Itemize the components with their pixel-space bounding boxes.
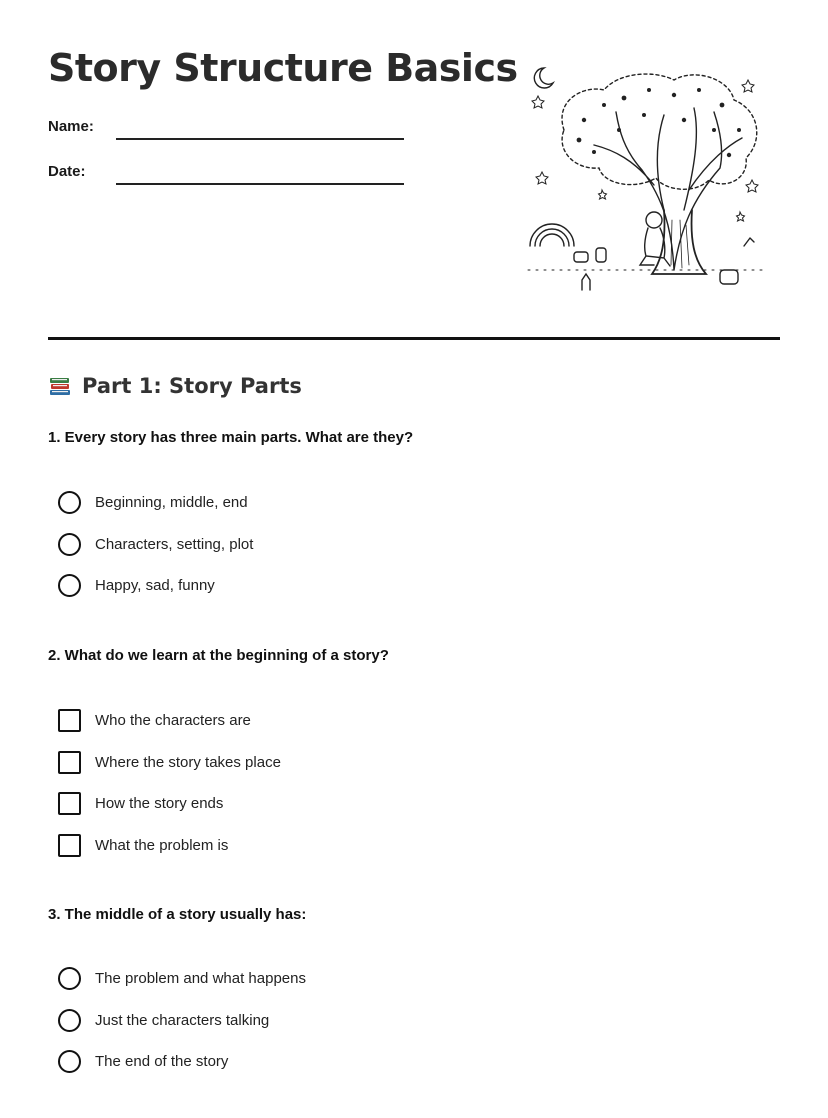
q3-option-2[interactable]: [58, 1009, 269, 1032]
radio-button[interactable]: [58, 1009, 81, 1032]
animal-icon: [574, 252, 588, 262]
option-label: The problem and what happens: [95, 970, 306, 987]
question-1: 1. Every story has three main parts. What are they?: [48, 429, 414, 446]
radio-button[interactable]: [58, 1050, 81, 1073]
section-divider: [48, 337, 780, 340]
radio-button[interactable]: [58, 491, 81, 514]
option-label: What the problem is: [95, 837, 229, 854]
option-label: Happy, sad, funny: [95, 577, 215, 594]
option-label: Beginning, middle, end: [95, 494, 248, 511]
section-heading: [48, 374, 302, 398]
option-label: Just the characters talking: [95, 1012, 270, 1029]
q2-option-4[interactable]: [58, 834, 228, 857]
name-field[interactable]: [48, 118, 94, 135]
checkbox[interactable]: [58, 792, 81, 815]
option-label: Where the story takes place: [95, 754, 281, 771]
option-label: Who the characters are: [95, 712, 251, 729]
question-3: 3. The middle of a story usually has:: [48, 906, 307, 923]
books-icon: [48, 375, 72, 397]
date-field[interactable]: [48, 163, 86, 180]
q3-option-1[interactable]: [58, 967, 306, 990]
question-2: 2. What do we learn at the beginning of a story?: [48, 647, 389, 664]
q1-option-2[interactable]: [58, 533, 253, 556]
q2-option-3[interactable]: [58, 792, 223, 815]
section-title: Part 1: Story Parts: [82, 374, 302, 398]
worksheet-title: Story Structure Basics: [48, 46, 518, 90]
q2-option-2[interactable]: [58, 751, 281, 774]
moon-icon: [534, 68, 553, 88]
name-label: Name:: [48, 118, 94, 135]
q2-option-1[interactable]: [58, 709, 251, 732]
radio-button[interactable]: [58, 967, 81, 990]
q3-option-3[interactable]: [58, 1050, 228, 1073]
q1-option-3[interactable]: [58, 574, 215, 597]
radio-button[interactable]: [58, 533, 81, 556]
tree-illustration: [524, 60, 772, 304]
date-label: Date:: [48, 163, 86, 180]
checkbox[interactable]: [58, 751, 81, 774]
option-label: Characters, setting, plot: [95, 536, 254, 553]
option-label: How the story ends: [95, 795, 224, 812]
option-label: The end of the story: [95, 1053, 229, 1070]
radio-button[interactable]: [58, 574, 81, 597]
name-line[interactable]: [116, 138, 404, 140]
checkbox[interactable]: [58, 709, 81, 732]
checkbox[interactable]: [58, 834, 81, 857]
date-line[interactable]: [116, 183, 404, 185]
q1-option-1[interactable]: [58, 491, 248, 514]
